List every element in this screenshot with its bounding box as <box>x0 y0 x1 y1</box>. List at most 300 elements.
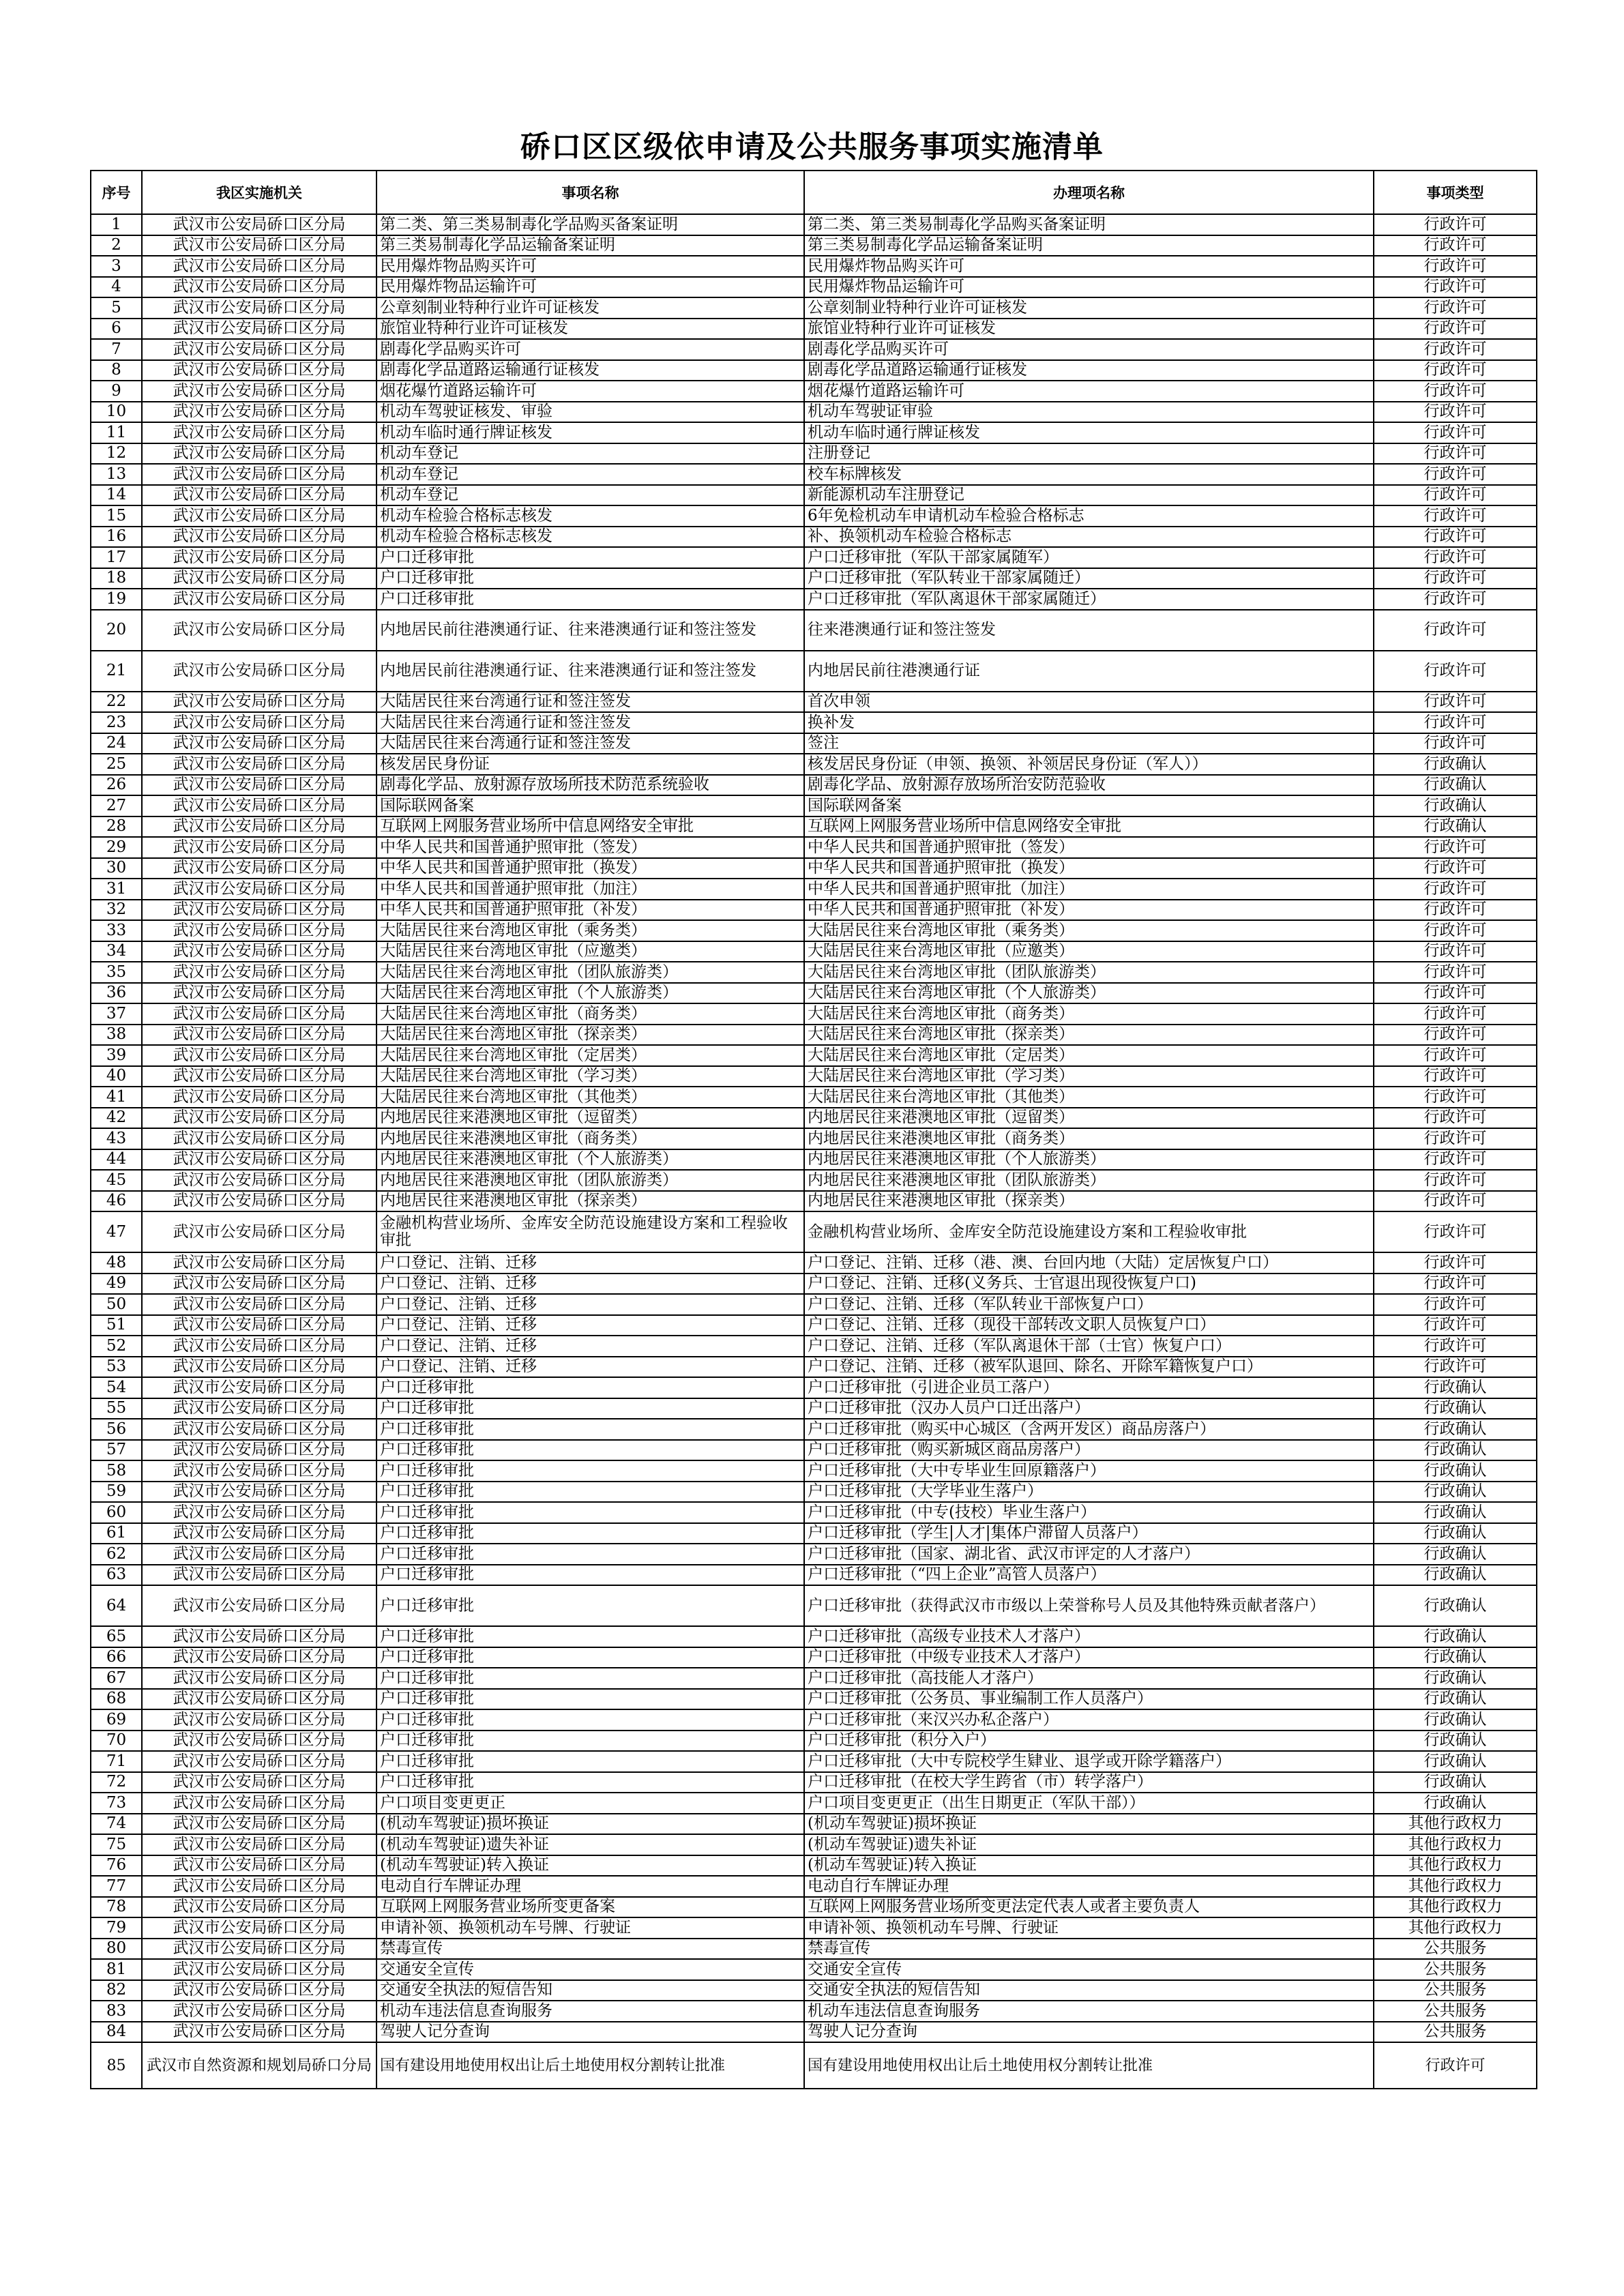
row-number: 82 <box>91 1980 142 2001</box>
handling-item-name: 申请补领、换领机动车号牌、行驶证 <box>804 1917 1374 1939</box>
header-item-name: 办理项名称 <box>804 171 1374 214</box>
implementing-agency: 武汉市公安局硚口区分局 <box>142 733 377 754</box>
handling-item-name: 交通安全宣传 <box>804 1959 1374 1980</box>
matter-type: 其他行政权力 <box>1374 1917 1537 1939</box>
row-number: 24 <box>91 733 142 754</box>
table-row <box>91 485 1537 506</box>
row-number: 49 <box>91 1274 142 1295</box>
row-number: 6 <box>91 319 142 340</box>
table-header-row <box>91 171 1537 214</box>
handling-item-name: 户口登记、注销、迁移（被军队退回、除名、开除军籍恢复户口） <box>804 1357 1374 1378</box>
implementing-agency: 武汉市公安局硚口区分局 <box>142 692 377 713</box>
row-number: 60 <box>91 1502 142 1523</box>
implementing-agency: 武汉市公安局硚口区分局 <box>142 1377 377 1398</box>
implementing-agency: 武汉市公安局硚口区分局 <box>142 1336 377 1357</box>
handling-item-name: 户口迁移审批（中专(技校）毕业生落户） <box>804 1502 1374 1523</box>
row-number: 37 <box>91 1003 142 1025</box>
row-number: 15 <box>91 505 142 527</box>
handling-item-name: (机动车驾驶证)遗失补证 <box>804 1834 1374 1855</box>
matter-name: 剧毒化学品购买许可 <box>377 339 804 360</box>
handling-item-name: 机动车驾驶证审验 <box>804 402 1374 423</box>
matter-type: 其他行政权力 <box>1374 1855 1537 1876</box>
matter-name: (机动车驾驶证)转入换证 <box>377 1855 804 1876</box>
row-number: 54 <box>91 1377 142 1398</box>
table-row <box>91 1709 1537 1731</box>
matter-type: 公共服务 <box>1374 1980 1537 2001</box>
row-number: 29 <box>91 837 142 858</box>
handling-item-name: 大陆居民往来台湾地区审批（应邀类） <box>804 941 1374 962</box>
matter-type: 行政确认 <box>1374 1793 1537 1814</box>
handling-item-name: 户口迁移审批（军队转业干部家属随迁） <box>804 568 1374 589</box>
implementing-agency: 武汉市公安局硚口区分局 <box>142 1939 377 1960</box>
table-row <box>91 505 1537 527</box>
implementing-agency: 武汉市公安局硚口区分局 <box>142 1357 377 1378</box>
matter-type: 其他行政权力 <box>1374 1834 1537 1855</box>
implementing-agency: 武汉市公安局硚口区分局 <box>142 1709 377 1731</box>
matter-type: 行政许可 <box>1374 319 1537 340</box>
handling-item-name: 户口迁移审批（公务员、事业编制工作人员落户） <box>804 1689 1374 1710</box>
matter-name: 机动车登记 <box>377 485 804 506</box>
matter-type: 行政许可 <box>1374 837 1537 858</box>
matter-type: 行政许可 <box>1374 941 1537 962</box>
table-row <box>91 2001 1537 2022</box>
row-number: 5 <box>91 297 142 319</box>
table-row <box>91 1731 1537 1752</box>
implementing-agency: 武汉市公安局硚口区分局 <box>142 1855 377 1876</box>
table-row <box>91 858 1537 879</box>
table-row <box>91 1087 1537 1108</box>
implementing-agency: 武汉市公安局硚口区分局 <box>142 610 377 651</box>
matter-name: 机动车检验合格标志核发 <box>377 527 804 548</box>
table-row <box>91 733 1537 754</box>
matter-type: 行政许可 <box>1374 527 1537 548</box>
implementing-agency: 武汉市公安局硚口区分局 <box>142 1252 377 1274</box>
table-row <box>91 775 1537 796</box>
row-number: 81 <box>91 1959 142 1980</box>
matter-name: 户口迁移审批 <box>377 1460 804 1482</box>
table-row <box>91 1544 1537 1565</box>
matter-type: 行政许可 <box>1374 1108 1537 1129</box>
matter-type: 行政许可 <box>1374 360 1537 381</box>
matter-type: 行政许可 <box>1374 920 1537 941</box>
row-number: 45 <box>91 1170 142 1191</box>
row-number: 10 <box>91 402 142 423</box>
matter-name: 户口登记、注销、迁移 <box>377 1336 804 1357</box>
implementing-agency: 武汉市公安局硚口区分局 <box>142 1917 377 1939</box>
table-row <box>91 920 1537 941</box>
matter-name: 户口迁移审批 <box>377 1772 804 1793</box>
implementing-agency: 武汉市公安局硚口区分局 <box>142 858 377 879</box>
handling-item-name: 国际联网备案 <box>804 795 1374 816</box>
matter-name: 禁毒宣传 <box>377 1939 804 1960</box>
row-number: 40 <box>91 1066 142 1087</box>
matter-type: 行政确认 <box>1374 1668 1537 1689</box>
table-row <box>91 1959 1537 1980</box>
matter-name: 户口登记、注销、迁移 <box>377 1357 804 1378</box>
implementing-agency: 武汉市公安局硚口区分局 <box>142 360 377 381</box>
implementing-agency: 武汉市公安局硚口区分局 <box>142 1585 377 1626</box>
implementing-agency: 武汉市公安局硚口区分局 <box>142 1959 377 1980</box>
matter-type: 行政许可 <box>1374 1025 1537 1046</box>
handling-item-name: 6年免检机动车申请机动车检验合格标志 <box>804 505 1374 527</box>
implementing-agency: 武汉市公安局硚口区分局 <box>142 1108 377 1129</box>
handling-item-name: 第三类易制毒化学品运输备案证明 <box>804 235 1374 256</box>
row-number: 59 <box>91 1482 142 1503</box>
matter-name: 大陆居民往来台湾地区审批（乘务类） <box>377 920 804 941</box>
implementing-agency: 武汉市公安局硚口区分局 <box>142 1460 377 1482</box>
table-row <box>91 1149 1537 1171</box>
matter-name: 第三类易制毒化学品运输备案证明 <box>377 235 804 256</box>
matter-name: 机动车违法信息查询服务 <box>377 2001 804 2022</box>
row-number: 67 <box>91 1668 142 1689</box>
row-number: 57 <box>91 1440 142 1461</box>
table-row <box>91 1211 1537 1252</box>
row-number: 19 <box>91 589 142 610</box>
table-row <box>91 1066 1537 1087</box>
row-number: 30 <box>91 858 142 879</box>
header-matter-name: 事项名称 <box>377 171 804 214</box>
matter-type: 公共服务 <box>1374 2001 1537 2022</box>
matter-name: 户口迁移审批 <box>377 1377 804 1398</box>
matter-name: 交通安全宣传 <box>377 1959 804 1980</box>
implementing-agency: 武汉市公安局硚口区分局 <box>142 1751 377 1772</box>
table-row <box>91 297 1537 319</box>
matter-name: 户口登记、注销、迁移 <box>377 1294 804 1315</box>
implementing-agency: 武汉市公安局硚口区分局 <box>142 339 377 360</box>
implementing-agency: 武汉市公安局硚口区分局 <box>142 1211 377 1252</box>
matter-type: 行政确认 <box>1374 1689 1537 1710</box>
implementing-agency: 武汉市公安局硚口区分局 <box>142 2001 377 2022</box>
handling-item-name: 大陆居民往来台湾地区审批（乘务类） <box>804 920 1374 941</box>
implementing-agency: 武汉市公安局硚口区分局 <box>142 1626 377 1647</box>
implementing-agency: 武汉市公安局硚口区分局 <box>142 1045 377 1066</box>
row-number: 17 <box>91 547 142 568</box>
matter-name: 烟花爆竹道路运输许可 <box>377 381 804 402</box>
matter-name: 大陆居民往来台湾地区审批（其他类） <box>377 1087 804 1108</box>
table-row <box>91 1357 1537 1378</box>
handling-item-name: 户口登记、注销、迁移（港、澳、台回内地（大陆）定居恢复户口） <box>804 1252 1374 1274</box>
handling-item-name: 大陆居民往来台湾地区审批（其他类） <box>804 1087 1374 1108</box>
handling-item-name: 户口迁移审批（高级专业技术人才落户） <box>804 1626 1374 1647</box>
matter-name: 户口登记、注销、迁移 <box>377 1274 804 1295</box>
matter-type: 行政许可 <box>1374 568 1537 589</box>
matter-type: 行政许可 <box>1374 256 1537 277</box>
handling-item-name: 户口迁移审批（大中专院校学生肄业、退学或开除学籍落户） <box>804 1751 1374 1772</box>
row-number: 33 <box>91 920 142 941</box>
table-row <box>91 568 1537 589</box>
table-row <box>91 1398 1537 1419</box>
implementing-agency: 武汉市公安局硚口区分局 <box>142 589 377 610</box>
row-number: 39 <box>91 1045 142 1066</box>
handling-item-name: 内地居民往来港澳地区审批（团队旅游类） <box>804 1170 1374 1191</box>
matter-type: 行政许可 <box>1374 879 1537 900</box>
matter-name: 机动车登记 <box>377 464 804 485</box>
table-row <box>91 1502 1537 1523</box>
row-number: 65 <box>91 1626 142 1647</box>
implementing-agency: 武汉市公安局硚口区分局 <box>142 505 377 527</box>
row-number: 52 <box>91 1336 142 1357</box>
matter-name: 中华人民共和国普通护照审批（换发） <box>377 858 804 879</box>
matter-type: 行政许可 <box>1374 651 1537 692</box>
handling-item-name: 户口迁移审批（中级专业技术人才落户） <box>804 1647 1374 1668</box>
handling-item-name: 户口迁移审批（高技能人才落户） <box>804 1668 1374 1689</box>
table-row <box>91 610 1537 651</box>
implementing-agency: 武汉市公安局硚口区分局 <box>142 983 377 1004</box>
implementing-agency: 武汉市公安局硚口区分局 <box>142 651 377 692</box>
matter-type: 行政确认 <box>1374 1419 1537 1440</box>
implementing-agency: 武汉市公安局硚口区分局 <box>142 1482 377 1503</box>
table-row <box>91 443 1537 465</box>
matter-name: 户口迁移审批 <box>377 568 804 589</box>
table-row <box>91 1315 1537 1336</box>
table-row <box>91 1377 1537 1398</box>
row-number: 9 <box>91 381 142 402</box>
matter-type: 行政许可 <box>1374 443 1537 465</box>
implementing-agency: 武汉市公安局硚口区分局 <box>142 1087 377 1108</box>
matter-name: 内地居民往来港澳地区审批（团队旅游类） <box>377 1170 804 1191</box>
implementing-agency: 武汉市公安局硚口区分局 <box>142 214 377 235</box>
implementing-agency: 武汉市公安局硚口区分局 <box>142 1149 377 1171</box>
matter-name: 第二类、第三类易制毒化学品购买备案证明 <box>377 214 804 235</box>
table-row <box>91 1336 1537 1357</box>
implementing-agency: 武汉市公安局硚口区分局 <box>142 900 377 921</box>
handling-item-name: 大陆居民往来台湾地区审批（学习类） <box>804 1066 1374 1087</box>
row-number: 51 <box>91 1315 142 1336</box>
table-row <box>91 754 1537 775</box>
handling-item-name: 户口登记、注销、迁移（军队离退休干部（士官）恢复户口） <box>804 1336 1374 1357</box>
matter-name: 户口迁移审批 <box>377 547 804 568</box>
table-row <box>91 1668 1537 1689</box>
table-row <box>91 900 1537 921</box>
handling-item-name: 户口登记、注销、迁移(义务兵、士官退出现役恢复户口) <box>804 1274 1374 1295</box>
header-number: 序号 <box>91 171 142 214</box>
handling-item-name: (机动车驾驶证)转入换证 <box>804 1855 1374 1876</box>
matter-type: 行政许可 <box>1374 485 1537 506</box>
matter-type: 行政许可 <box>1374 1087 1537 1108</box>
implementing-agency: 武汉市公安局硚口区分局 <box>142 1440 377 1461</box>
handling-item-name: 禁毒宣传 <box>804 1939 1374 1960</box>
table-row <box>91 1565 1537 1586</box>
handling-item-name: 户口登记、注销、迁移（军队转业干部恢复户口） <box>804 1294 1374 1315</box>
table-row <box>91 464 1537 485</box>
implementing-agency: 武汉市公安局硚口区分局 <box>142 920 377 941</box>
implementing-agency: 武汉市公安局硚口区分局 <box>142 941 377 962</box>
matter-type: 行政许可 <box>1374 1357 1537 1378</box>
row-number: 8 <box>91 360 142 381</box>
row-number: 70 <box>91 1731 142 1752</box>
matter-name: 机动车登记 <box>377 443 804 465</box>
table-row <box>91 277 1537 298</box>
matter-type: 行政确认 <box>1374 795 1537 816</box>
table-row <box>91 837 1537 858</box>
implementing-agency: 武汉市公安局硚口区分局 <box>142 256 377 277</box>
handling-item-name: 第二类、第三类易制毒化学品购买备案证明 <box>804 214 1374 235</box>
matter-type: 行政确认 <box>1374 1398 1537 1419</box>
matter-name: 户口迁移审批 <box>377 1689 804 1710</box>
matter-type: 行政确认 <box>1374 1731 1537 1752</box>
matter-type: 行政许可 <box>1374 1003 1537 1025</box>
matter-type: 行政许可 <box>1374 1274 1537 1295</box>
table-row <box>91 1460 1537 1482</box>
implementing-agency: 武汉市公安局硚口区分局 <box>142 485 377 506</box>
matter-type: 行政许可 <box>1374 1336 1537 1357</box>
matter-type: 行政确认 <box>1374 1709 1537 1731</box>
handling-item-name: 电动自行车牌证办理 <box>804 1876 1374 1897</box>
handling-item-name: 签注 <box>804 733 1374 754</box>
row-number: 44 <box>91 1149 142 1171</box>
matter-type: 行政许可 <box>1374 381 1537 402</box>
implementing-agency: 武汉市公安局硚口区分局 <box>142 879 377 900</box>
row-number: 26 <box>91 775 142 796</box>
implementing-agency: 武汉市公安局硚口区分局 <box>142 443 377 465</box>
table-row <box>91 1128 1537 1149</box>
implementing-agency: 武汉市公安局硚口区分局 <box>142 1689 377 1710</box>
matter-type: 其他行政权力 <box>1374 1814 1537 1835</box>
matter-name: 户口迁移审批 <box>377 1731 804 1752</box>
row-number: 58 <box>91 1460 142 1482</box>
handling-item-name: 户口迁移审批（积分入户） <box>804 1731 1374 1752</box>
matter-name: 户口迁移审批 <box>377 1419 804 1440</box>
implementing-agency: 武汉市公安局硚口区分局 <box>142 1066 377 1087</box>
handling-item-name: 机动车临时通行牌证核发 <box>804 422 1374 443</box>
matter-type: 行政许可 <box>1374 2042 1537 2089</box>
table-row <box>91 1252 1537 1274</box>
implementing-agency: 武汉市公安局硚口区分局 <box>142 1294 377 1315</box>
matter-type: 公共服务 <box>1374 1959 1537 1980</box>
implementing-agency: 武汉市公安局硚口区分局 <box>142 381 377 402</box>
table-row <box>91 422 1537 443</box>
row-number: 12 <box>91 443 142 465</box>
handling-item-name: 金融机构营业场所、金库安全防范设施建设方案和工程验收审批 <box>804 1211 1374 1252</box>
matter-name: 中华人民共和国普通护照审批（加注） <box>377 879 804 900</box>
matter-type: 行政许可 <box>1374 1066 1537 1087</box>
handling-item-name: 大陆居民往来台湾地区审批（团队旅游类） <box>804 962 1374 983</box>
row-number: 16 <box>91 527 142 548</box>
handling-item-name: 校车标牌核发 <box>804 464 1374 485</box>
matter-name: 户口迁移审批 <box>377 1626 804 1647</box>
matter-name: 机动车检验合格标志核发 <box>377 505 804 527</box>
row-number: 1 <box>91 214 142 235</box>
row-number: 2 <box>91 235 142 256</box>
matter-type: 行政许可 <box>1374 589 1537 610</box>
handling-item-name: 中华人民共和国普通护照审批（换发） <box>804 858 1374 879</box>
handling-item-name: 驾驶人记分查询 <box>804 2022 1374 2043</box>
services-table <box>90 170 1537 2089</box>
table-row <box>91 983 1537 1004</box>
handling-item-name: 户口迁移审批（学生|人才|集体户滞留人员落户） <box>804 1523 1374 1544</box>
table-row <box>91 214 1537 235</box>
handling-item-name: 户口迁移审批（购买中心城区（含两开发区）商品房落户） <box>804 1419 1374 1440</box>
row-number: 31 <box>91 879 142 900</box>
row-number: 62 <box>91 1544 142 1565</box>
matter-name: 公章刻制业特种行业许可证核发 <box>377 297 804 319</box>
row-number: 76 <box>91 1855 142 1876</box>
row-number: 20 <box>91 610 142 651</box>
handling-item-name: 内地居民往来港澳地区审批（个人旅游类） <box>804 1149 1374 1171</box>
implementing-agency: 武汉市公安局硚口区分局 <box>142 1502 377 1523</box>
handling-item-name: 内地居民往来港澳地区审批（逗留类） <box>804 1108 1374 1129</box>
table-row <box>91 1108 1537 1129</box>
matter-name: 国际联网备案 <box>377 795 804 816</box>
implementing-agency: 武汉市公安局硚口区分局 <box>142 319 377 340</box>
implementing-agency: 武汉市公安局硚口区分局 <box>142 795 377 816</box>
implementing-agency: 武汉市公安局硚口区分局 <box>142 816 377 838</box>
matter-type: 其他行政权力 <box>1374 1897 1537 1918</box>
implementing-agency: 武汉市公安局硚口区分局 <box>142 527 377 548</box>
implementing-agency: 武汉市自然资源和规划局硚口分局 <box>142 2042 377 2089</box>
implementing-agency: 武汉市公安局硚口区分局 <box>142 1647 377 1668</box>
table-row <box>91 1003 1537 1025</box>
table-row <box>91 1834 1537 1855</box>
row-number: 21 <box>91 651 142 692</box>
row-number: 18 <box>91 568 142 589</box>
matter-type: 行政确认 <box>1374 1502 1537 1523</box>
implementing-agency: 武汉市公安局硚口区分局 <box>142 1544 377 1565</box>
matter-name: 机动车驾驶证核发、审验 <box>377 402 804 423</box>
implementing-agency: 武汉市公安局硚口区分局 <box>142 1128 377 1149</box>
handling-item-name: 户口迁移审批（大中专毕业生回原籍落户） <box>804 1460 1374 1482</box>
implementing-agency: 武汉市公安局硚口区分局 <box>142 1793 377 1814</box>
table-row <box>91 547 1537 568</box>
matter-name: 剧毒化学品道路运输通行证核发 <box>377 360 804 381</box>
table-row <box>91 1647 1537 1668</box>
implementing-agency: 武汉市公安局硚口区分局 <box>142 1191 377 1212</box>
table-row <box>91 1876 1537 1897</box>
row-number: 14 <box>91 485 142 506</box>
row-number: 41 <box>91 1087 142 1108</box>
handling-item-name: 户口迁移审批（在校大学生跨省（市）转学落户） <box>804 1772 1374 1793</box>
matter-name: 户口迁移审批 <box>377 1565 804 1586</box>
handling-item-name: 民用爆炸物品购买许可 <box>804 256 1374 277</box>
row-number: 42 <box>91 1108 142 1129</box>
handling-item-name: 户口迁移审批（引进企业员工落户） <box>804 1377 1374 1398</box>
matter-name: 电动自行车牌证办理 <box>377 1876 804 1897</box>
implementing-agency: 武汉市公安局硚口区分局 <box>142 1315 377 1336</box>
row-number: 66 <box>91 1647 142 1668</box>
table-row <box>91 1897 1537 1918</box>
matter-type: 行政许可 <box>1374 339 1537 360</box>
row-number: 43 <box>91 1128 142 1149</box>
handling-item-name: 大陆居民往来台湾地区审批（商务类） <box>804 1003 1374 1025</box>
row-number: 77 <box>91 1876 142 1897</box>
implementing-agency: 武汉市公安局硚口区分局 <box>142 837 377 858</box>
matter-name: 户口迁移审批 <box>377 1585 804 1626</box>
handling-item-name: 户口迁移审批（购买新城区商品房落户） <box>804 1440 1374 1461</box>
handling-item-name: 内地居民往来港澳地区审批（商务类） <box>804 1128 1374 1149</box>
matter-type: 行政许可 <box>1374 1170 1537 1191</box>
handling-item-name: 大陆居民往来台湾地区审批（个人旅游类） <box>804 983 1374 1004</box>
matter-type: 行政许可 <box>1374 464 1537 485</box>
matter-type: 行政确认 <box>1374 1544 1537 1565</box>
matter-name: 旅馆业特种行业许可证核发 <box>377 319 804 340</box>
row-number: 13 <box>91 464 142 485</box>
implementing-agency: 武汉市公安局硚口区分局 <box>142 1523 377 1544</box>
matter-name: 户口迁移审批 <box>377 589 804 610</box>
matter-name: 大陆居民往来台湾通行证和签注签发 <box>377 733 804 754</box>
matter-name: 大陆居民往来台湾地区审批（个人旅游类） <box>377 983 804 1004</box>
handling-item-name: 大陆居民往来台湾地区审批（定居类） <box>804 1045 1374 1066</box>
table-row <box>91 1170 1537 1191</box>
row-number: 34 <box>91 941 142 962</box>
row-number: 73 <box>91 1793 142 1814</box>
implementing-agency: 武汉市公安局硚口区分局 <box>142 568 377 589</box>
matter-type: 行政许可 <box>1374 1294 1537 1315</box>
row-number: 27 <box>91 795 142 816</box>
matter-type: 行政许可 <box>1374 983 1537 1004</box>
matter-type: 行政许可 <box>1374 610 1537 651</box>
implementing-agency: 武汉市公安局硚口区分局 <box>142 402 377 423</box>
handling-item-name: 往来港澳通行证和签注签发 <box>804 610 1374 651</box>
